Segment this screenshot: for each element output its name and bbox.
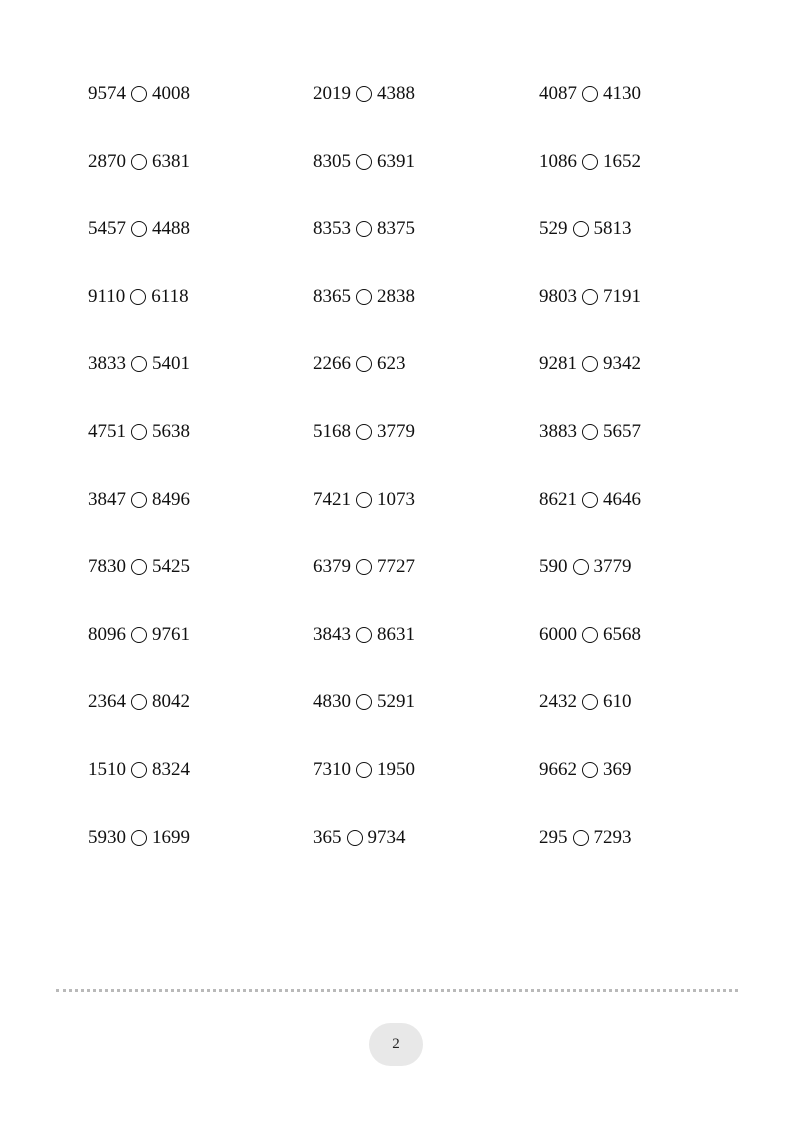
left-number: 2364 (88, 691, 126, 713)
comparison-problem (88, 214, 190, 244)
left-number: 9662 (539, 759, 577, 780)
comparison-answer-circle[interactable] (356, 762, 372, 778)
right-number: 3779 (593, 556, 632, 578)
right-number: 8375 (377, 218, 415, 240)
right-number: 8496 (152, 488, 190, 510)
comparison-answer-circle[interactable] (131, 356, 147, 372)
left-number: 2870 (88, 150, 126, 172)
right-number: 6381 (152, 150, 190, 172)
left-number: 7830 (88, 556, 126, 578)
comparison-problem (539, 687, 632, 717)
comparison-answer-circle[interactable] (582, 694, 598, 710)
left-number: 3833 (88, 353, 126, 375)
comparison-problem (539, 485, 641, 515)
comparison-problem (313, 755, 415, 785)
comparison-problem (313, 147, 415, 177)
comparison-problem (539, 349, 641, 379)
left-number: 5457 (88, 218, 126, 240)
left-number: 529 (539, 218, 568, 240)
comparison-problem (313, 687, 415, 717)
left-number: 295 (539, 826, 568, 848)
right-number: 5813 (593, 218, 632, 240)
left-number: 8353 (313, 218, 351, 240)
comparison-answer-circle[interactable] (582, 86, 598, 102)
comparison-answer-circle[interactable] (347, 830, 363, 846)
comparison-problem (88, 79, 190, 109)
comparison-answer-circle[interactable] (131, 627, 147, 643)
comparison-problem (313, 417, 415, 447)
comparison-problem (539, 417, 641, 447)
left-number: 4087 (539, 83, 577, 104)
right-number: 2838 (377, 285, 415, 307)
comparison-problem (313, 214, 415, 244)
comparison-answer-circle[interactable] (573, 830, 589, 846)
left-number: 6000 (539, 623, 577, 645)
comparison-problem (539, 620, 641, 650)
comparison-answer-circle[interactable] (573, 221, 589, 237)
comparison-problem (88, 552, 190, 582)
right-number: 5401 (152, 353, 190, 375)
comparison-answer-circle[interactable] (131, 154, 147, 170)
comparison-problem (313, 79, 415, 109)
right-number: 5425 (152, 556, 190, 578)
comparison-problem (313, 620, 415, 650)
comparison-answer-circle[interactable] (582, 424, 598, 440)
right-number: 4488 (152, 218, 190, 240)
comparison-answer-circle[interactable] (356, 627, 372, 643)
left-number: 8096 (88, 623, 126, 645)
comparison-answer-circle[interactable] (356, 492, 372, 508)
right-number: 7727 (377, 556, 415, 578)
left-number: 3847 (88, 488, 126, 510)
right-number: 8324 (152, 759, 190, 780)
comparison-problem (88, 823, 190, 853)
right-number: 6568 (603, 623, 641, 645)
comparison-answer-circle[interactable] (131, 559, 147, 575)
comparison-answer-circle[interactable] (131, 492, 147, 508)
comparison-problem (88, 620, 190, 650)
comparison-problem (539, 79, 641, 109)
right-number: 3779 (377, 421, 415, 442)
comparison-answer-circle[interactable] (131, 221, 147, 237)
comparison-problem (539, 755, 632, 785)
right-number: 1073 (377, 488, 415, 510)
left-number: 4751 (88, 421, 126, 442)
comparison-problem (313, 485, 415, 515)
left-number: 1510 (88, 759, 126, 780)
comparison-answer-circle[interactable] (582, 627, 598, 643)
right-number: 7191 (603, 285, 641, 307)
right-number: 4388 (377, 83, 415, 104)
right-number: 5638 (152, 421, 190, 442)
comparison-problem (539, 552, 632, 582)
comparison-answer-circle[interactable] (582, 492, 598, 508)
comparison-problem (88, 349, 190, 379)
comparison-answer-circle[interactable] (131, 830, 147, 846)
right-number: 9734 (367, 826, 406, 848)
right-number: 369 (603, 759, 632, 780)
comparison-problem (88, 755, 190, 785)
left-number: 9574 (88, 83, 126, 104)
left-number: 7310 (313, 759, 351, 780)
left-number: 3883 (539, 421, 577, 442)
right-number: 5291 (377, 691, 415, 713)
comparison-problem (313, 282, 415, 312)
comparison-answer-circle[interactable] (131, 424, 147, 440)
comparison-answer-circle[interactable] (131, 762, 147, 778)
right-number: 5657 (603, 421, 641, 442)
left-number: 590 (539, 556, 568, 578)
left-number: 1086 (539, 150, 577, 172)
comparison-answer-circle[interactable] (582, 154, 598, 170)
comparison-answer-circle[interactable] (356, 694, 372, 710)
left-number: 3843 (313, 623, 351, 645)
right-number: 1699 (152, 826, 190, 848)
left-number: 9110 (88, 285, 126, 307)
left-number: 5168 (313, 421, 351, 442)
right-number: 4130 (603, 83, 641, 104)
comparison-answer-circle[interactable] (573, 559, 589, 575)
right-number: 8042 (152, 691, 190, 713)
comparison-problem (88, 485, 190, 515)
right-number: 1652 (603, 150, 641, 172)
right-number: 8631 (377, 623, 415, 645)
left-number: 2019 (313, 83, 351, 104)
comparison-problem (539, 823, 632, 853)
comparison-answer-circle[interactable] (356, 154, 372, 170)
comparison-answer-circle[interactable] (356, 559, 372, 575)
comparison-answer-circle[interactable] (356, 356, 372, 372)
comparison-answer-circle[interactable] (356, 424, 372, 440)
comparison-answer-circle[interactable] (582, 289, 598, 305)
comparison-problem (88, 687, 190, 717)
comparison-problem (88, 417, 190, 447)
right-number: 1950 (377, 759, 415, 780)
right-number: 610 (603, 691, 632, 713)
comparison-problem (313, 349, 406, 379)
right-number: 9761 (152, 623, 190, 645)
page-number-badge (369, 1023, 423, 1066)
comparison-answer-circle[interactable] (131, 694, 147, 710)
right-number: 9342 (603, 353, 641, 375)
right-number: 7293 (593, 826, 632, 848)
comparison-answer-circle[interactable] (131, 86, 147, 102)
comparison-problem (88, 147, 190, 177)
comparison-problem (313, 552, 415, 582)
left-number: 8621 (539, 488, 577, 510)
left-number: 2432 (539, 691, 577, 713)
left-number: 8365 (313, 285, 351, 307)
dotted-divider (56, 989, 738, 992)
left-number: 4830 (313, 691, 351, 713)
comparison-answer-circle[interactable] (582, 356, 598, 372)
left-number: 7421 (313, 488, 351, 510)
right-number: 4008 (152, 83, 190, 104)
comparison-problem (539, 147, 641, 177)
left-number: 6379 (313, 556, 351, 578)
left-number: 8305 (313, 150, 351, 172)
right-number: 6391 (377, 150, 415, 172)
left-number: 9281 (539, 353, 577, 375)
comparison-problem (88, 282, 189, 312)
left-number: 2266 (313, 353, 351, 375)
comparison-answer-circle[interactable] (582, 762, 598, 778)
comparison-problem (539, 282, 641, 312)
left-number: 365 (313, 826, 342, 848)
comparison-answer-circle[interactable] (356, 86, 372, 102)
comparison-answer-circle[interactable] (356, 221, 372, 237)
right-number: 4646 (603, 488, 641, 510)
comparison-answer-circle[interactable] (356, 289, 372, 305)
left-number: 9803 (539, 285, 577, 307)
left-number: 5930 (88, 826, 126, 848)
page-number: 2 (392, 1036, 400, 1052)
comparison-answer-circle[interactable] (130, 289, 146, 305)
comparison-problem (539, 214, 632, 244)
right-number: 6118 (151, 285, 189, 307)
comparison-problem (313, 823, 406, 853)
right-number: 623 (377, 353, 406, 375)
